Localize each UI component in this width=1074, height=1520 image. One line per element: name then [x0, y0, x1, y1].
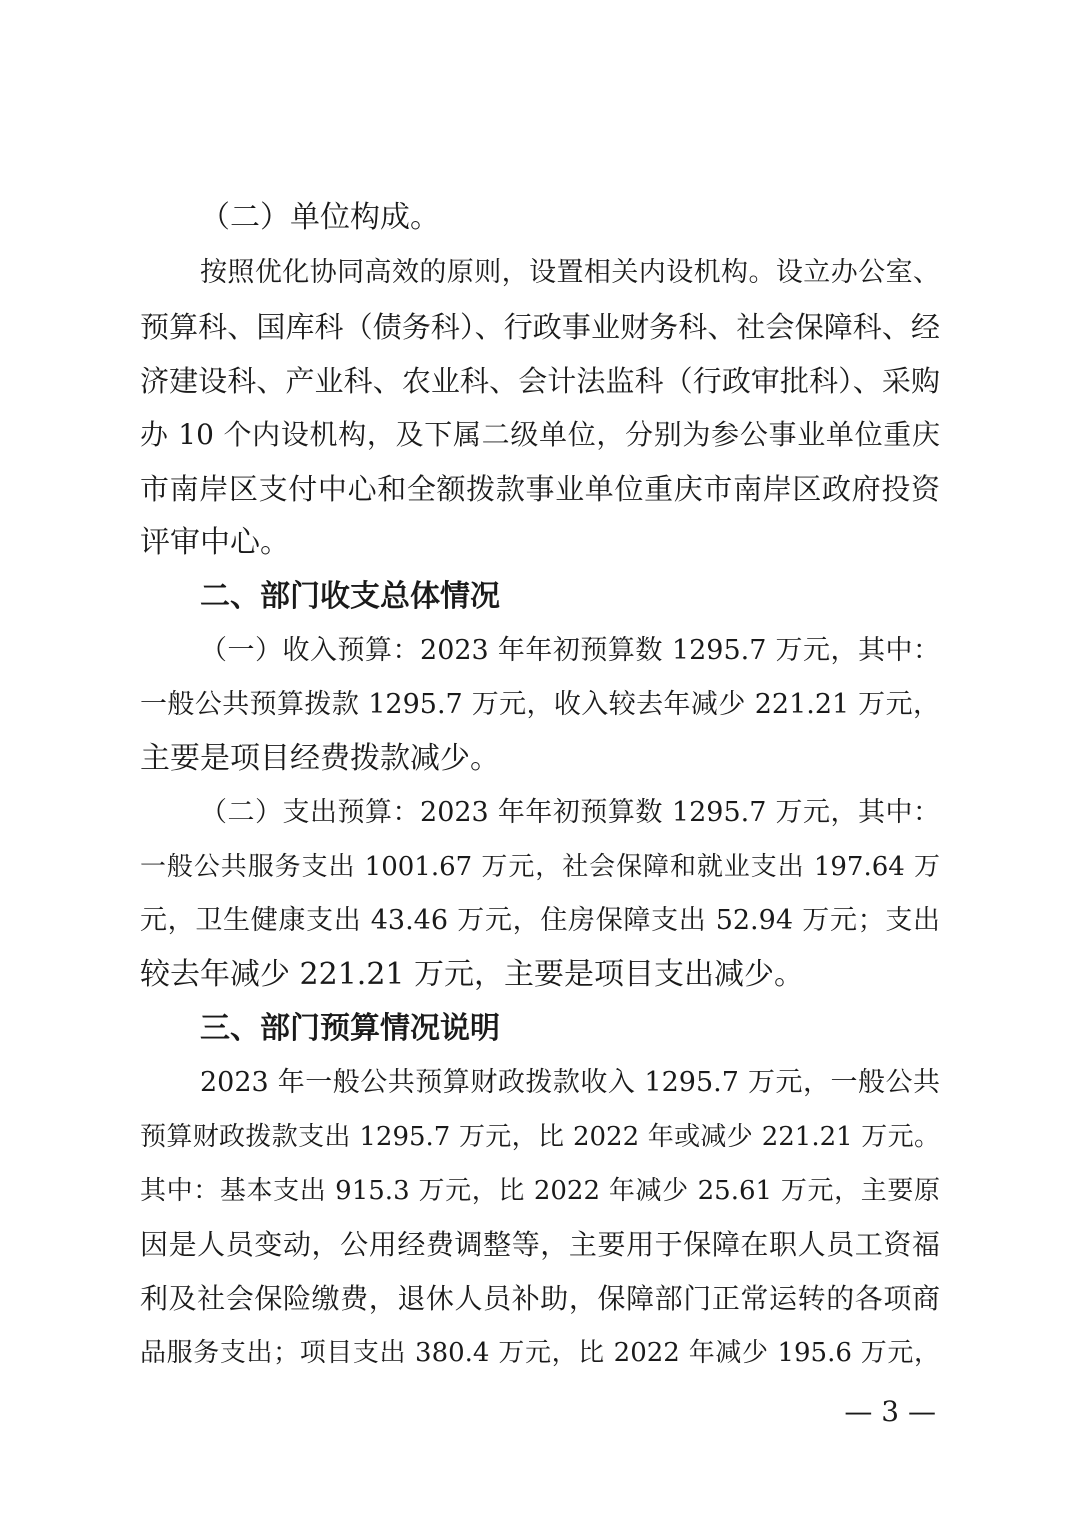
paragraph-line: 主要是项目经费拨款减少。 — [140, 741, 500, 776]
paragraph-line: 市南岸区支付中心和全额拨款事业单位重庆市南岸区政府投资 — [140, 472, 940, 506]
paragraph-line: 利及社会保险缴费，退休人员补助，保障部门正常运转的各项商 — [140, 1282, 940, 1315]
paragraph-line: 按照优化协同高效的原则，设置相关内设机构。设立办公室、 — [200, 257, 940, 288]
paragraph-line: 一般公共预算拨款 1295.7 万元，收入较去年减少 221.21 万元， — [140, 689, 940, 720]
paragraph-line: （二）支出预算：2023 年年初预算数 1295.7 万元，其中： — [200, 797, 940, 828]
paragraph-line: 预算财政拨款支出 1295.7 万元，比 2022 年或减少 221.21 万元。 — [140, 1122, 940, 1152]
section-heading-budget-explanation: 三、部门预算情况说明 — [200, 1011, 500, 1046]
paragraph-line: 评审中心。 — [140, 525, 290, 560]
paragraph-line: 较去年减少 221.21 万元，主要是项目支出减少。 — [140, 957, 805, 992]
paragraph-line: 预算科、国库科（债务科）、行政事业财务科、社会保障科、经 — [140, 310, 940, 344]
paragraph-line: 其中：基本支出 915.3 万元，比 2022 年减少 25.61 万元，主要原 — [140, 1176, 940, 1206]
paragraph-line: 元，卫生健康支出 43.46 万元，住房保障支出 52.94 万元；支出 — [140, 905, 940, 936]
paragraph-line: （一）收入预算：2023 年年初预算数 1295.7 万元，其中： — [200, 635, 940, 666]
paragraph-line: 品服务支出；项目支出 380.4 万元，比 2022 年减少 195.6 万元， — [140, 1338, 940, 1368]
page-number: — 3 — — [844, 1395, 936, 1428]
unit-composition-subheading: （二）单位构成。 — [200, 200, 440, 235]
paragraph-line: 2023 年一般公共预算财政拨款收入 1295.7 万元，一般公共 — [200, 1067, 940, 1098]
paragraph-line: 办 10 个内设机构，及下属二级单位，分别为参公事业单位重庆 — [140, 418, 940, 451]
section-heading-revenue-expenditure: 二、部门收支总体情况 — [200, 579, 500, 614]
paragraph-line: 一般公共服务支出 1001.67 万元，社会保障和就业支出 197.64 万 — [140, 852, 940, 882]
paragraph-line: 因是人员变动，公用经费调整等，主要用于保障在职人员工资福 — [140, 1228, 940, 1261]
paragraph-line: 济建设科、产业科、农业科、会计法监科（行政审批科）、采购 — [140, 364, 940, 398]
